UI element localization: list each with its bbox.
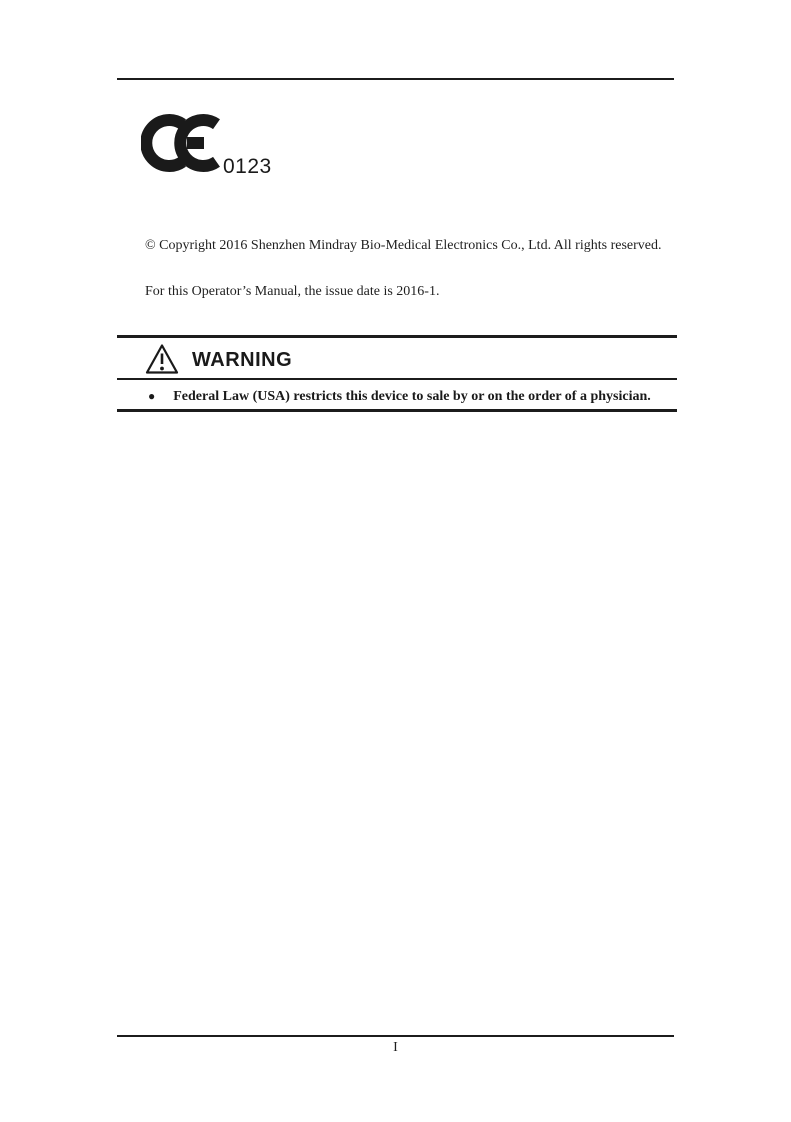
warning-title: WARNING [192,348,293,371]
issue-date-text: For this Operator’s Manual, the issue date is 2016-1. [145,284,440,299]
ce-mark-icon [141,112,221,174]
top-rule [117,78,674,80]
warning-box-middle-rule [117,378,677,380]
page-number: I [393,1040,398,1055]
warning-item-text: Federal Law (USA) restricts this device to sale by or on the order of a physician. [173,389,651,404]
bullet-icon: ● [148,389,156,403]
warning-triangle-icon [145,343,179,375]
ce-notified-body-number: 0123 [223,155,272,178]
copyright-text: © Copyright 2016 Shenzhen Mindray Bio-Medical Electronics Co., Ltd. All rights reserved. [145,238,662,253]
warning-box-bottom-rule [117,409,677,412]
footer-rule [117,1035,674,1037]
ce-mark-logo [141,112,291,182]
warning-list-item [148,388,663,405]
warning-box-top-rule [117,335,677,338]
warning-header [145,342,292,376]
